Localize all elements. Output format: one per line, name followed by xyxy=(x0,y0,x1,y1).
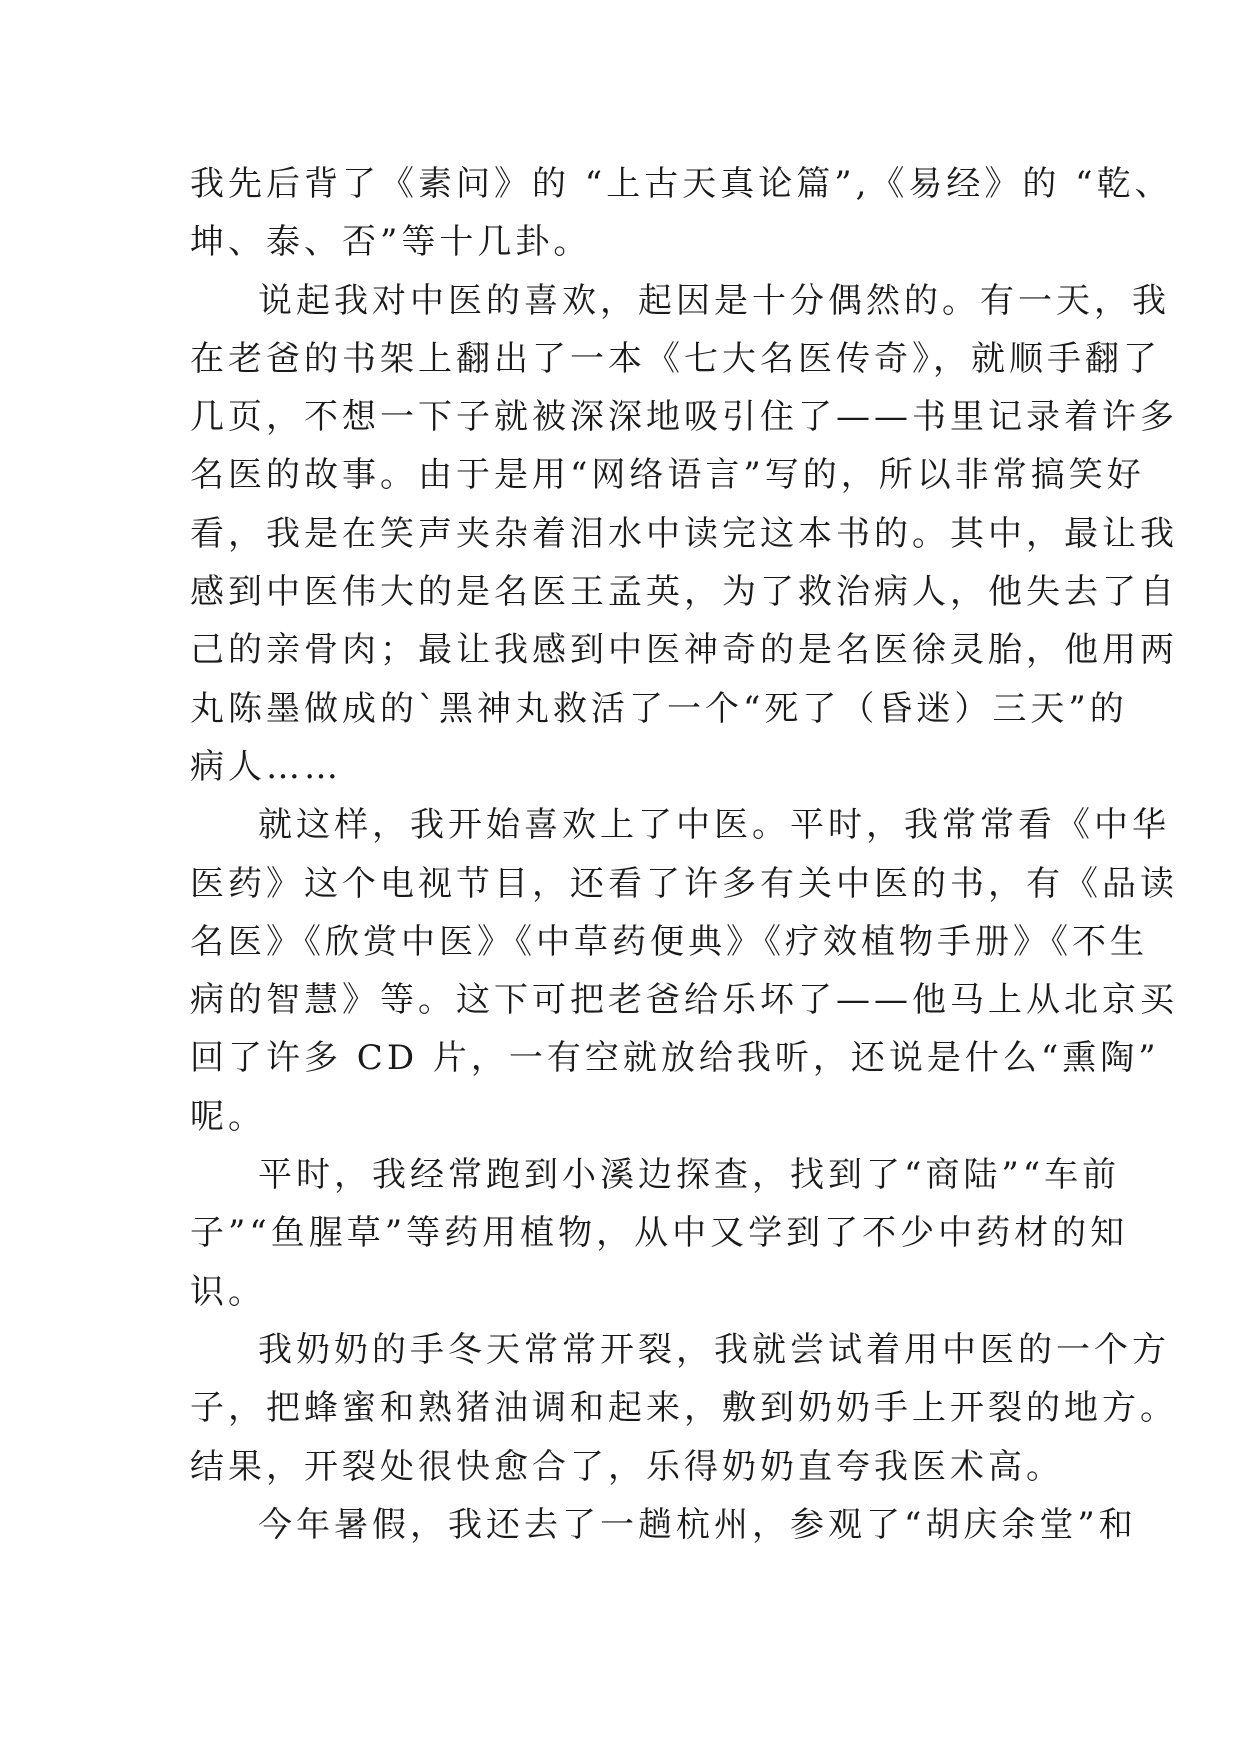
text-line: 在老爸的书架上翻出了一本《七大名医传奇》，就顺手翻了 xyxy=(190,338,1161,379)
text-line: 感到中医伟大的是名医王孟英，为了救治病人，他失去了自 xyxy=(190,572,1178,613)
text-line: 己的亲骨肉；最让我感到中医神奇的是名医徐灵胎，他用两 xyxy=(190,630,1178,671)
paragraph-start-line: 平时，我经常跑到小溪边探查，找到了“商陆”“车前 xyxy=(258,1155,1121,1196)
text-line: 名医》《欣赏中医》《中草药便典》《疗效植物手册》《不生 xyxy=(190,921,1148,962)
text-line: 我先后背了《素问》的 “上古天真论篇”,《易经》的 “乾、 xyxy=(190,164,1173,204)
text-line: 子”“鱼腥草”等药用植物，从中又学到了不少中药材的知 xyxy=(190,1213,1129,1254)
text-line: 结果，开裂处很快愈合了，乐得奶奶直夸我医术高。 xyxy=(190,1446,1064,1487)
text-line: 呢。 xyxy=(190,1096,266,1137)
text-line: 病人…… xyxy=(190,746,342,787)
paragraph-start-line: 就这样，我开始喜欢上了中医。平时，我常常看《中华 xyxy=(258,805,1170,846)
text-line: 回了许多 CD 片，一有空就放给我听，还说是什么“熏陶” xyxy=(190,1038,1160,1079)
text-line: 坤、泰、否”等十几卦。 xyxy=(190,222,592,263)
text-line: 丸陈墨做成的`黑神丸救活了一个“死了（昏迷）三天”的 xyxy=(190,688,1128,729)
text-line: 识。 xyxy=(190,1271,266,1312)
paragraph-start-line: 我奶奶的手冬天常常开裂，我就尝试着用中医的一个方 xyxy=(258,1329,1170,1370)
paragraph-start-line: 今年暑假，我还去了一趟杭州，参观了“胡庆余堂”和 xyxy=(258,1504,1137,1545)
text-line: 医药》这个电视节目，还看了许多有关中医的书，有《品读 xyxy=(190,863,1178,904)
article-body xyxy=(190,155,1178,1554)
text-line: 看，我是在笑声夹杂着泪水中读完这本书的。其中，最让我 xyxy=(190,513,1178,554)
paragraph-start-line: 说起我对中医的喜欢，起因是十分偶然的。有一天，我 xyxy=(258,280,1170,321)
text-line: 病的智慧》等。这下可把老爸给乐坏了——他马上从北京买 xyxy=(190,980,1178,1021)
text-line: 子，把蜂蜜和熟猪油调和起来，敷到奶奶手上开裂的地方。 xyxy=(190,1388,1178,1429)
text-line: 几页，不想一下子就被深深地吸引住了——书里记录着许多 xyxy=(190,397,1178,438)
text-line: 名医的故事。由于是用“网络语言”写的，所以非常搞笑好 xyxy=(190,455,1145,496)
